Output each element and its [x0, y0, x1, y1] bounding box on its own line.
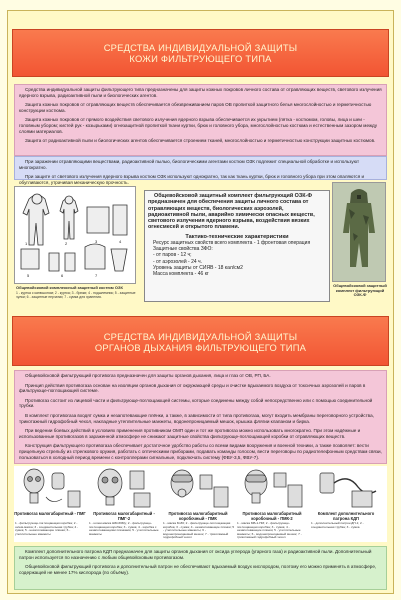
device-title: Противогаз малогабаритный - ПМГ: [14, 511, 86, 516]
device-kdp: [310, 466, 387, 542]
svg-text:3: 3: [95, 239, 98, 244]
ozk-suit-image: [14, 186, 136, 284]
skin-usage-paragraph: При заражении отравляющими веществами, радиоактивной пылью, биологическими агентами костюм ОЗК подлежит специальной обработке и используют многократно.: [19, 159, 360, 170]
resp-title-line2: ОРГАНОВ ДЫХАНИЯ ФИЛЬТРУЮЩЕГО ТИПА: [94, 342, 307, 353]
skin-title-line2: КОЖИ ФИЛЬТРУЮЩЕГО ТИПА: [129, 53, 272, 64]
ozk-suit-drawing: [15, 187, 135, 283]
ozk-f-spec-box: [144, 190, 330, 302]
ozk-f-photo: [332, 182, 386, 282]
gasmask-paragraph: Принцип действия противогаза основан на изоляции органов дыхания от окружающей среды и очистке вдыхаемого воздуха от токсичных аэрозолей и паров в фильтрующе-поглощающей системе.: [19, 382, 366, 394]
svg-text:2: 2: [65, 241, 68, 246]
kdp-paragraph: Комплект дополнительного патрона КДП предназначен для защиты органов дыхания от оксида углерода (угарного газа) и радиоактивной пыли. Дополнительный патрон используется по назначению с любым общевойсковым противогазом.: [19, 549, 372, 560]
ozk-f-intro: Общевойсковой защитный комплект фильтрующий ОЗК-Ф предназначен для обеспечения защиты личного состава от отравляющих веществ, биологических аэрозолей, радиоактивной пыли, аварийно химически опасных веществ, светового излучения ядерного взрыва, воздействия вязких огнесмесей и открытого пламени.: [148, 193, 315, 231]
device-caption: 1 - маска МБ-1-ПМ; 2 - фильтрующе-поглощающая коробка; 3 - сумка; 4 - незапотевающие плёнки; 5 - утеплительные манжеты; 6 - водонепроницаемый мешок; 7 - трикотажный гидрофобный чехол: [237, 521, 302, 540]
svg-text:5: 5: [27, 273, 30, 278]
ozk-suit-caption-title: Общевойсковой комплексный защитный костюм ОЗК: [16, 285, 123, 290]
device-pmk: [162, 466, 236, 542]
device-title: Противогаз малогабаритный коробочный - ПМК: [168, 511, 228, 521]
gasmask-paragraph: Общевойсковой фильтрующий противогаз предназначен для защиты органов дыхания, лица и глаз от ОВ, РП, БА.: [25, 373, 271, 378]
gasmask-illustrations: [14, 466, 387, 542]
gasmask-pmk2-drawing: [238, 467, 306, 511]
gasmask-pmg2-drawing: [90, 467, 158, 511]
svg-text:4: 4: [119, 239, 122, 244]
gasmask-pmk-drawing: [164, 467, 232, 511]
skin-usage-paragraph: При защите от светового излучения ядерного взрыва костюм ОЗК используют однократно, так как ткань куртки, брюк и головного убора при этом опаляются и обугливаются, утрачивая механическую прочность.: [19, 174, 365, 185]
ozk-f-caption: Общевойсковой защитный комплект фильтрующий ОЗК-Ф: [333, 283, 387, 298]
gasmask-paragraph: В комплект противогаза входят сумка и незапотевающие плёнки, а также, в зависимости от типа противогаза, могут входить мембраны переговорного устройства, трикотажный гидрофобный чехол, накладные утеплительные манжеты, водонепроницаемый мешок, крышка флягии клапаном и бирка.: [19, 412, 374, 424]
ozk-f-spec-title: Тактико-технические характеристики: [185, 233, 289, 240]
spec-line: Масса комплекта - 46 кг: [153, 271, 209, 278]
device-caption: 1 - маска М-80; 2 - фильтрующе-поглощающая коробка; 3 - сумка; 4 - незапотевающие плёнки; 5 - утеплительные манжеты; 6 - водонепроницаемый мешок; 7 - трикотажный гидрофобный чехол: [163, 521, 235, 540]
device-title: Комплект дополнительного патрона КДП: [317, 511, 375, 521]
kdp-paragraph: Общевойсковой фильтрующий противогаз и дополнительный патрон не обеспечивают вдыхаемый воздух кислородом, поэтому его можно применять в атмосфере, содержащей не менее 17% кислорода (по объёму).: [19, 564, 377, 575]
skin-paragraph: Защита кожных покровов от отравляющих веществ обеспечивается обезвреживанием паров ОВ пропиткой защитного белья многослойностью и герметичностью конструкции костюма.: [19, 102, 372, 113]
device-title: Противогаз малогабаритный коробочный - ПМК-2: [242, 511, 302, 521]
device-caption: 1 - шлем-маска ШМ-66Му; 2 - фильтрующе-поглощающая коробка; 3 - сумка; 4 - коробка с незапотевающими плёнками; 5 - утеплительные манжеты: [89, 521, 159, 536]
spec-line: - от аэрозолей - 24 ч.: [153, 258, 203, 265]
respiratory-protection-banner: [12, 316, 389, 366]
gasmask-paragraph: При ведении боевых действий в условиях применения противником ОМП один и тот же противогаз можно использовать многократно. При этом надёжные и использованные противогазов в зараженной атмосфере не снижают защитные свойства фильтрующе-поглощающей коробки от отравляющих веществ.: [19, 428, 361, 439]
device-title: Противогаз малогабаритный - ПМГ-2: [93, 511, 155, 521]
gasmask-paragraph: Конструкция фильтрующего противогаза обеспечивает достаточное удобство работы со всеми видами вооружения и военной техники, а также позволяет: вести прицельную стрельбу из стрелкового оружия, работать с оптическими приборами, подавать команды голосом, вести переговоры по радиотелефонным средствам связи, пользоваться в холодный период времени с контроллерами сигнальные, подключать систему (ФВУ-3,5, ФВУ-7).: [19, 443, 382, 460]
resp-title-line1: СРЕДСТВА ИНДИВИДУАЛЬНОЙ ЗАЩИТЫ: [103, 331, 298, 342]
skin-paragraph: Защита от радиоактивной пыли и биологических агентов обеспечивается строением тканей, многослойностью и герметичностью конструкции защитных костюмов.: [25, 138, 376, 144]
kdp-drawing: [312, 467, 380, 511]
device-caption: 1 - фильтрующе-поглощающая коробка; 2 - шлем-маска; 3 - соединительная трубка; 4 - сумка; 5 - незапотевающие плёнки; 6 - утеплительные манжеты: [15, 521, 79, 536]
soldier-silhouette: [333, 183, 385, 281]
svg-text:1: 1: [25, 241, 28, 246]
device-pmk2: [236, 466, 310, 542]
device-caption: 1 - дополнительный патрон ДП-1; 2 - соединительная трубка; 3 - сумка: [311, 521, 364, 529]
skin-usage-block: [14, 156, 387, 185]
skin-title-line1: СРЕДСТВА ИНДИВИДУАЛЬНОЙ ЗАЩИТЫ: [103, 42, 298, 53]
gasmask-paragraph: Противогаз состоит из лицевой части и фильтрующе-поглощающей системы, которые соединены между собой непосредственно или с помощью соединительной трубки.: [19, 397, 373, 409]
gasmask-description-block: [14, 370, 387, 464]
device-pmg2: [88, 466, 162, 542]
gasmask-pmg-drawing: [16, 467, 84, 511]
spec-line: Уровень защиты от СИЯВ - 18 кал/см2: [153, 264, 243, 271]
skin-paragraph: Средства индивидуальной защиты фильтрующего типа предназначены для защиты кожных покровов личного состава от отравляющих веществ, светового излучения ядерного взрыва, радиоактивной пыли и биологических агентов.: [19, 87, 382, 98]
kdp-description-block: [14, 546, 387, 590]
svg-text:6: 6: [61, 273, 64, 278]
spec-line: Защитные свойства ЗФО:: [153, 246, 213, 253]
spec-line: - от паров - 12 ч;: [153, 252, 192, 259]
device-pmg: [14, 466, 88, 542]
ozk-section: [14, 182, 387, 308]
spec-line: Ресурс защитных свойств всего комплекта - 1 фронтовая операция: [153, 239, 311, 246]
svg-text:7: 7: [95, 273, 98, 278]
skin-description-block: [14, 84, 387, 156]
skin-paragraph: Защита кожных покровов от прямого воздействия светового излучения ядерного взрыва обеспечивается их укрытием (пятка - костюмом, головы, лица и шеи - головным убором; кистей рук - козырьками) огнезащитной пропиткой ткани куртки, брюк и головного убора, многослойностью костюма и естественным зазором между слоями материалов.: [19, 117, 378, 134]
skin-protection-banner: [12, 29, 389, 77]
ozk-suit-caption-body: 1 - куртка с капюшоном; 2 - куртка; 3 - брюки; 4 - подшлемник; 5 - защитные чулки; 6 - защитные перчатки; 7 - сумка для хранения.: [16, 291, 136, 299]
